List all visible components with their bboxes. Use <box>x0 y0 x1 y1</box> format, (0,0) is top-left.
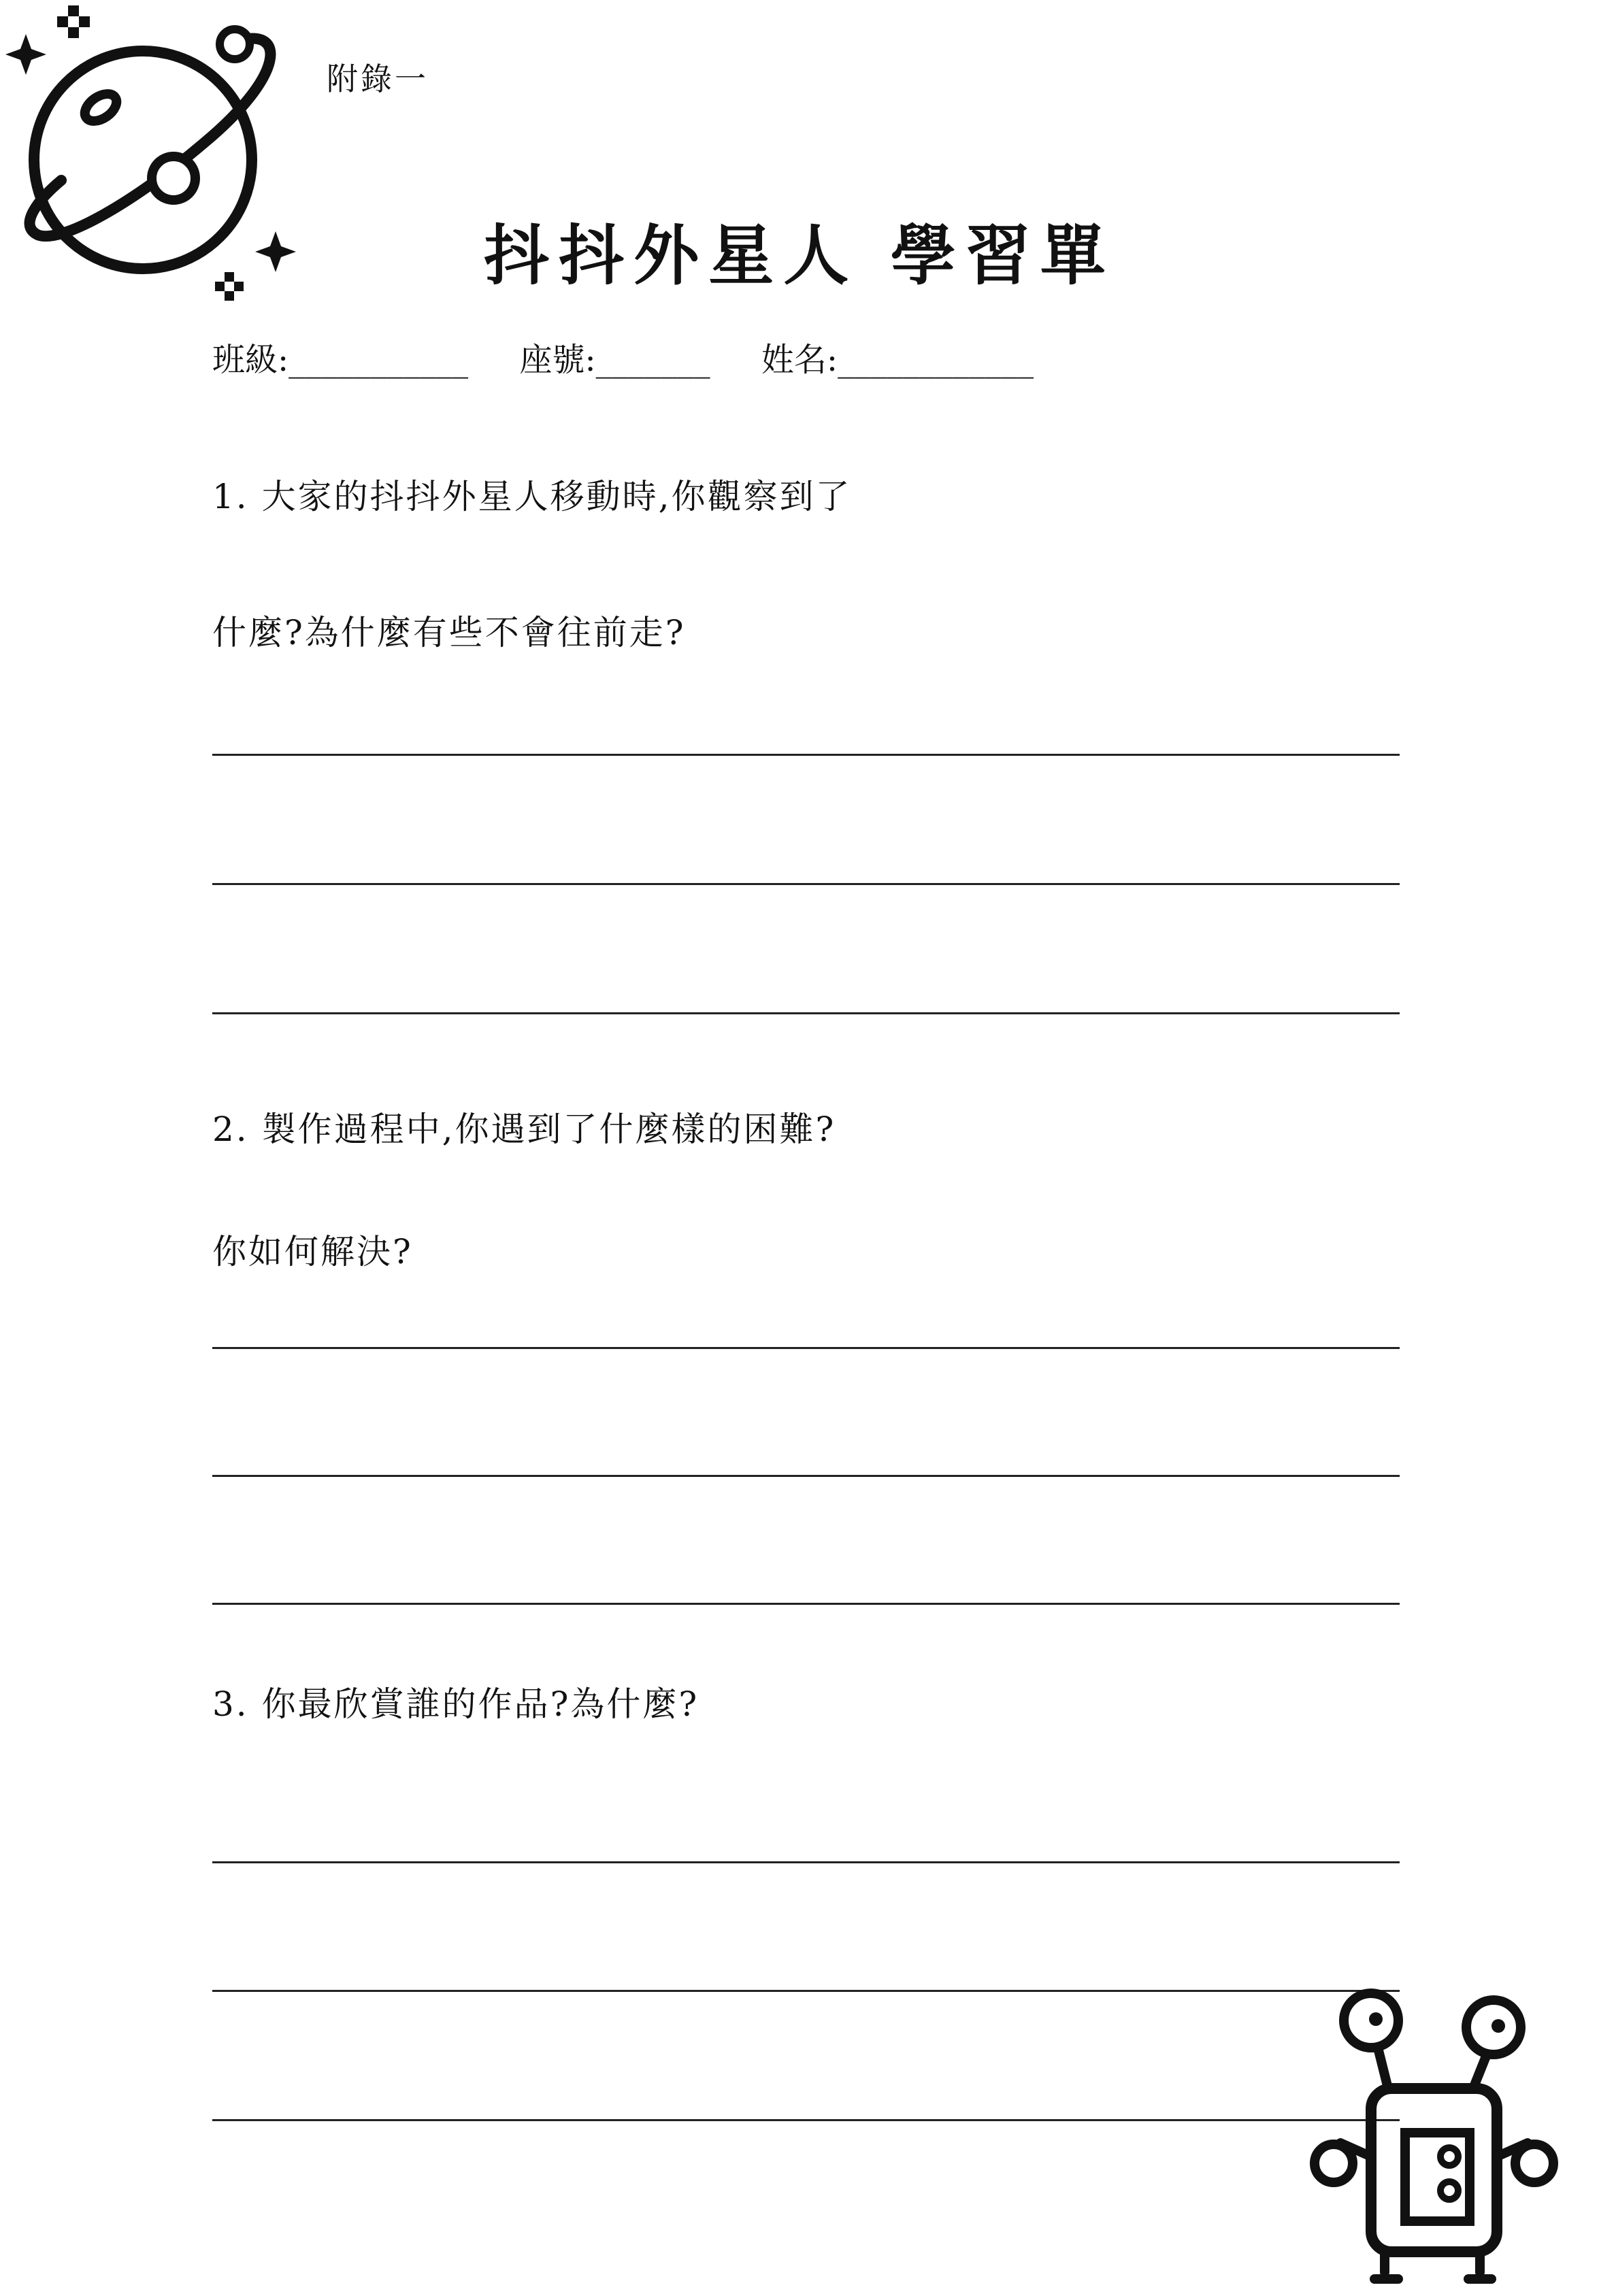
seat-field[interactable]: 座號:_______ <box>519 341 710 379</box>
question-3-line-1: 3. 你最欣賞誰的作品?為什麼? <box>212 1684 699 1724</box>
student-info-row <box>212 333 1074 380</box>
answer-line[interactable] <box>212 1347 1400 1349</box>
answer-line[interactable] <box>212 1603 1400 1605</box>
answer-line[interactable] <box>212 883 1400 885</box>
answer-line[interactable] <box>212 2119 1400 2121</box>
answer-line[interactable] <box>212 1475 1400 1477</box>
appendix-label: 附錄一 <box>327 61 429 97</box>
name-field[interactable]: 姓名:____________ <box>761 341 1034 379</box>
page-title: 抖抖外星人 學習單 <box>484 217 1115 294</box>
question-1-line-1: 1. 大家的抖抖外星人移動時,你觀察到了 <box>212 477 852 516</box>
question-2-line-2: 你如何解決? <box>212 1232 413 1271</box>
robot-icon <box>1313 1986 1558 2286</box>
answer-line[interactable] <box>212 1861 1400 1863</box>
answer-line[interactable] <box>212 1012 1400 1014</box>
answer-line[interactable] <box>212 754 1400 756</box>
question-2-line-1: 2. 製作過程中,你遇到了什麼樣的困難? <box>212 1110 836 1149</box>
class-field[interactable]: 班級:___________ <box>212 341 469 379</box>
answer-line[interactable] <box>212 1990 1400 1992</box>
question-1-line-2: 什麼?為什麼有些不會往前走? <box>212 613 686 652</box>
